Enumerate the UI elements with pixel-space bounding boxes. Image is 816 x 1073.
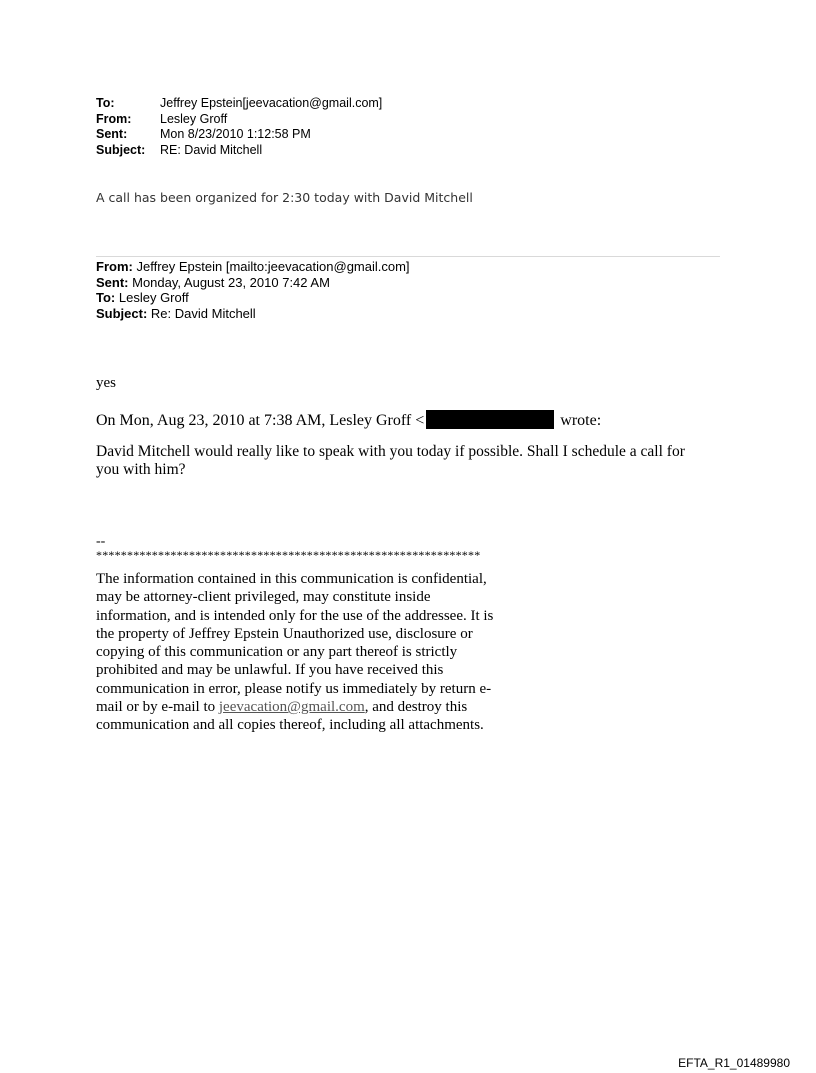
disclaimer-text-2: , and destroy this communication and all copies thereof, including all attachments. (96, 699, 484, 734)
original-to-label: To: (96, 290, 116, 305)
original-sent-label: Sent: (96, 274, 129, 290)
confidentiality-disclaimer (96, 570, 496, 735)
original-sent-value: Monday, August 23, 2010 7:42 AM (132, 274, 330, 290)
email-header (96, 96, 382, 158)
to-value: Jeffrey Epstein[jeevacation@gmail.com] (160, 96, 383, 110)
header-to-row (96, 96, 382, 112)
original-from-label: From: (96, 259, 133, 274)
to-label: To: (96, 96, 115, 110)
header-subject-row (96, 143, 382, 159)
redaction-box (426, 410, 554, 429)
from-label: From: (96, 111, 132, 126)
quote-header (96, 410, 601, 430)
original-from-value: Jeffrey Epstein [mailto:jeevacation@gmail.com] (136, 259, 410, 274)
sent-label: Sent: (96, 127, 128, 141)
quoted-message: David Mitchell would really like to speak with you today if possible. Shall I schedule a call for you with him? (96, 443, 685, 478)
header-from-row (96, 112, 382, 128)
original-subject-value: Re: David Mitchell (150, 305, 256, 321)
disclaimer-email-link[interactable]: jeevacation@gmail.com (218, 699, 365, 716)
quote-header-after: wrote: (556, 412, 602, 429)
original-subject-label: Subject: (96, 305, 148, 321)
subject-value: RE: David Mitchell (160, 142, 263, 157)
sent-value: Mon 8/23/2010 1:12:58 PM (160, 127, 311, 141)
quote-header-before: On Mon, Aug 23, 2010 at 7:38 AM, Lesley Groff < (96, 412, 425, 429)
signature-stars: ************************************************************** (96, 548, 481, 562)
subject-label: Subject: (96, 142, 146, 157)
original-sent-row (96, 275, 410, 291)
original-to-value: Lesley Groff (118, 290, 189, 305)
reply-divider (96, 256, 720, 257)
message-body: A call has been organized for 2:30 today with David Mitchell (96, 190, 473, 205)
header-sent-row (96, 127, 382, 143)
signature-separator: -- (96, 534, 106, 549)
original-subject-row (96, 306, 410, 322)
original-to-row (96, 290, 410, 306)
reply-text: yes (96, 375, 116, 391)
disclaimer-text-1: The information contained in this communication is confidential, may be attorney-client privileged, may constitute inside information, and is intended only for the use of the addressee. It is the property of Jeffrey Epstein Unauthorized use, disclosure or copying of this communication or any part thereof is strictly prohibited and may be unlawful. If you have received this communication in error, please notify us immediately by return e-mail or by e-mail to (96, 571, 494, 716)
from-value: Lesley Groff (160, 111, 228, 126)
original-from-row (96, 259, 410, 275)
original-message-header (96, 259, 410, 321)
document-id: EFTA_R1_01489980 (678, 1056, 790, 1070)
